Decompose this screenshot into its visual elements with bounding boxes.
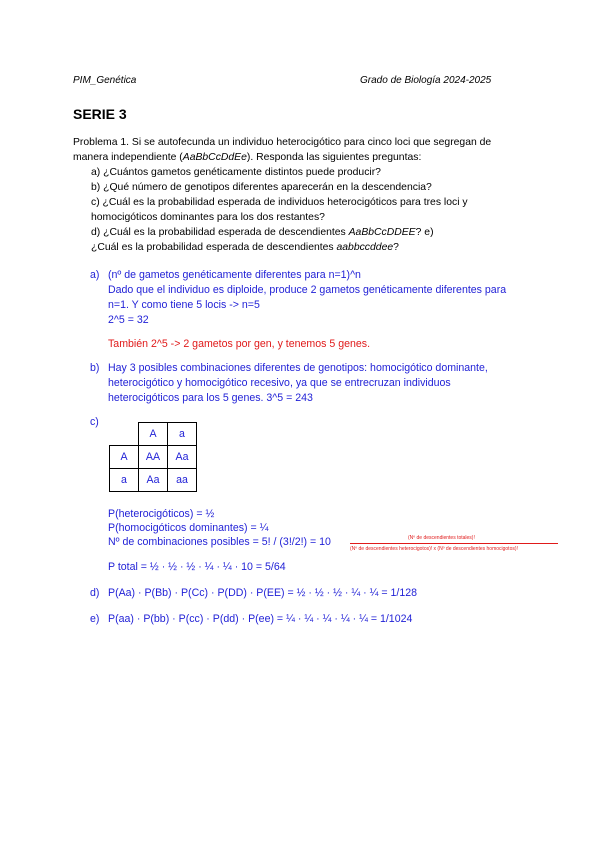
- answer-c-combinations: Nº de combinaciones posibles = 5! / (3!/2!) = 10: [108, 536, 331, 548]
- answer-a-note: También 2^5 -> 2 gametos por gen, y tenemos 5 genes.: [108, 338, 371, 350]
- punnett-row-header: A: [110, 446, 139, 469]
- punnett-corner: [110, 423, 139, 446]
- answer-c-label: c): [90, 416, 99, 428]
- formula-numerator-note: (Nº de descendientes totales)!: [408, 535, 475, 541]
- punnett-row-header: a: [110, 469, 139, 492]
- punnett-cell: aa: [168, 469, 197, 492]
- formula-fraction-bar: [350, 543, 558, 544]
- answer-d-label: d): [90, 587, 100, 599]
- answer-a-line-4: 2^5 = 32: [108, 314, 149, 326]
- question-a: a) ¿Cuántos gametos genéticamente distintos puede producir?: [91, 167, 381, 178]
- punnett-col-header: a: [168, 423, 197, 446]
- punnett-cell: AA: [139, 446, 168, 469]
- punnett-cell: Aa: [139, 469, 168, 492]
- answer-d-text: P(Aa) · P(Bb) · P(Cc) · P(DD) · P(EE) = ½ · ½ · ½ · ¼ · ¼ = 1/128: [108, 587, 418, 599]
- punnett-col-header: A: [139, 423, 168, 446]
- question-c-line-2: homocigóticos dominantes para los dos restantes?: [91, 212, 325, 223]
- question-d: d) ¿Cuál es la probabilidad esperada de descendientes AaBbCcDDEE? e): [91, 227, 434, 238]
- question-c-line-1: c) ¿Cuál es la probabilidad esperada de individuos heterocigóticos para tres loci y: [91, 197, 468, 208]
- answer-a-line-2: Dado que el individuo es diploide, produce 2 gametos genéticamente diferentes para: [108, 284, 507, 296]
- answer-b-line-1: Hay 3 posibles combinaciones diferentes de genotipos: homocigótico dominante,: [108, 362, 488, 374]
- header-degree: Grado de Biología 2024-2025: [360, 75, 492, 86]
- problem-intro-line-2: manera independiente (AaBbCcDdEe). Responda las siguientes preguntas:: [73, 152, 422, 163]
- answer-b-label: b): [90, 362, 100, 374]
- answer-c-p-hom: P(homocigóticos dominantes) = ¼: [108, 522, 269, 534]
- answer-c-total: P total = ½ · ½ · ½ · ¼ · ¼ · 10 = 5/64: [108, 561, 286, 573]
- punnett-square: [109, 422, 197, 492]
- answer-b-line-3: heterocigóticos para los 5 genes. 3^5 = 243: [108, 392, 313, 404]
- question-e: ¿Cuál es la probabilidad esperada de descendientes aabbccddee?: [91, 242, 399, 253]
- punnett-cell: Aa: [168, 446, 197, 469]
- answer-c-p-het: P(heterocigóticos) = ½: [108, 508, 215, 520]
- answer-b-line-2: heterocigótico y homocigótico recesivo, ya que se entrecruzan individuos: [108, 377, 451, 389]
- problem-intro-line-1: Problema 1. Si se autofecunda un individuo heterocigótico para cinco loci que segregan de: [73, 137, 492, 148]
- page-title: SERIE 3: [73, 106, 127, 122]
- genotype-text: AaBbCcDdEe: [182, 152, 247, 163]
- answer-e-label: e): [90, 613, 100, 625]
- formula-denominator-note: (Nº de descendientes heterocigotos)! x (Nº de descendientes homocigotos)!: [350, 546, 518, 552]
- answer-a-label: a): [90, 269, 100, 281]
- question-b: b) ¿Qué número de genotipos diferentes aparecerán en la descendencia?: [91, 182, 432, 193]
- answer-a-line-3: n=1. Y como tiene 5 locis -> n=5: [108, 299, 260, 311]
- answer-e-text: P(aa) · P(bb) · P(cc) · P(dd) · P(ee) = ¼ · ¼ · ¼ · ¼ · ¼ = 1/1024: [108, 613, 413, 625]
- header-course: PIM_Genética: [73, 75, 137, 86]
- answer-a-line-1: (nº de gametos genéticamente diferentes para n=1)^n: [108, 269, 361, 281]
